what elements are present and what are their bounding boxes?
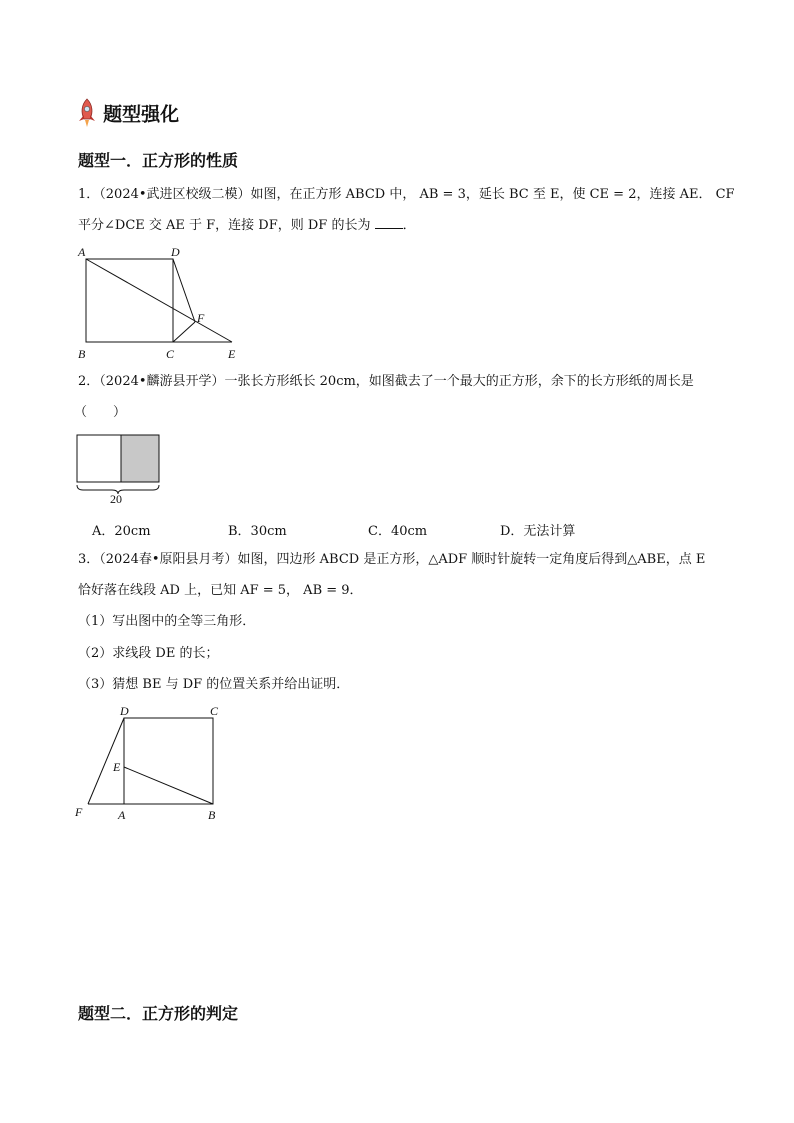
choice-a: A．20cm <box>92 524 151 539</box>
segment-cf <box>173 322 195 342</box>
label-b: B <box>208 808 216 822</box>
q1-line2-text: 平分∠DCE 交 AE 于 F，连接 DF，则 DF 的长为 <box>78 218 371 233</box>
label-e: E <box>228 347 236 361</box>
q3-sub3: （3）猜想 BE 与 DF 的位置关系并给出证明． <box>78 677 350 692</box>
label-a: A <box>118 808 126 822</box>
type1-title: 题型一．正方形的性质 <box>78 151 239 170</box>
q3-sub1: （1）写出图中的全等三角形． <box>78 614 256 629</box>
q1-line2 <box>78 217 416 235</box>
length-label: 20 <box>110 492 122 506</box>
q2-figure <box>70 430 170 510</box>
label-f: F <box>197 311 205 325</box>
label-d: D <box>171 245 180 259</box>
rocket-icon <box>76 98 98 128</box>
choice-c: C．40cm <box>368 524 428 539</box>
label-c: C <box>166 347 175 361</box>
label-f: F <box>75 805 83 819</box>
segment-ae <box>86 259 232 342</box>
section-header <box>76 98 179 128</box>
square-abcd <box>124 718 213 804</box>
q1-line1: 1．（2024•武进区校级二模）如图，在正方形 ABCD 中， AB = 3，延长 BC 至 E，使 CE = 2，连接 AE． CF <box>78 187 735 202</box>
q3-line1: 3．（2024春•原阳县月考）如图，四边形 ABCD 是正方形，△ADF 顺时针旋转一定角度后得到△ABE，点 E <box>78 552 706 567</box>
q3-figure <box>70 700 240 825</box>
answer-blank <box>375 217 403 229</box>
section-title: 题型强化 <box>103 103 180 126</box>
q2-line1: 2．（2024•麟游县开学）一张长方形纸长 20cm，如图截去了一个最大的正方形，余下的长方形纸的周长是 <box>78 374 694 389</box>
q3-line2: 恰好落在线段 AD 上，已知 AF = 5， AB = 9． <box>78 583 363 598</box>
cut-square <box>121 435 159 482</box>
label-b: B <box>78 347 86 361</box>
label-a: A <box>78 245 86 259</box>
q3-sub2: （2）求线段 DE 的长； <box>78 646 219 661</box>
q1-figure <box>70 242 260 366</box>
label-c: C <box>210 704 219 718</box>
segment-eb <box>124 767 213 804</box>
choice-d: D．无法计算 <box>500 524 576 539</box>
type2-title: 题型二．正方形的判定 <box>78 1004 239 1023</box>
segment-df <box>173 259 195 322</box>
label-d: D <box>120 704 129 718</box>
q2-line2: （ ） <box>74 405 127 420</box>
q1-line2-end: ． <box>402 218 416 233</box>
label-e: E <box>113 760 121 774</box>
remaining-rectangle <box>77 435 121 482</box>
choice-b: B．30cm <box>228 524 287 539</box>
